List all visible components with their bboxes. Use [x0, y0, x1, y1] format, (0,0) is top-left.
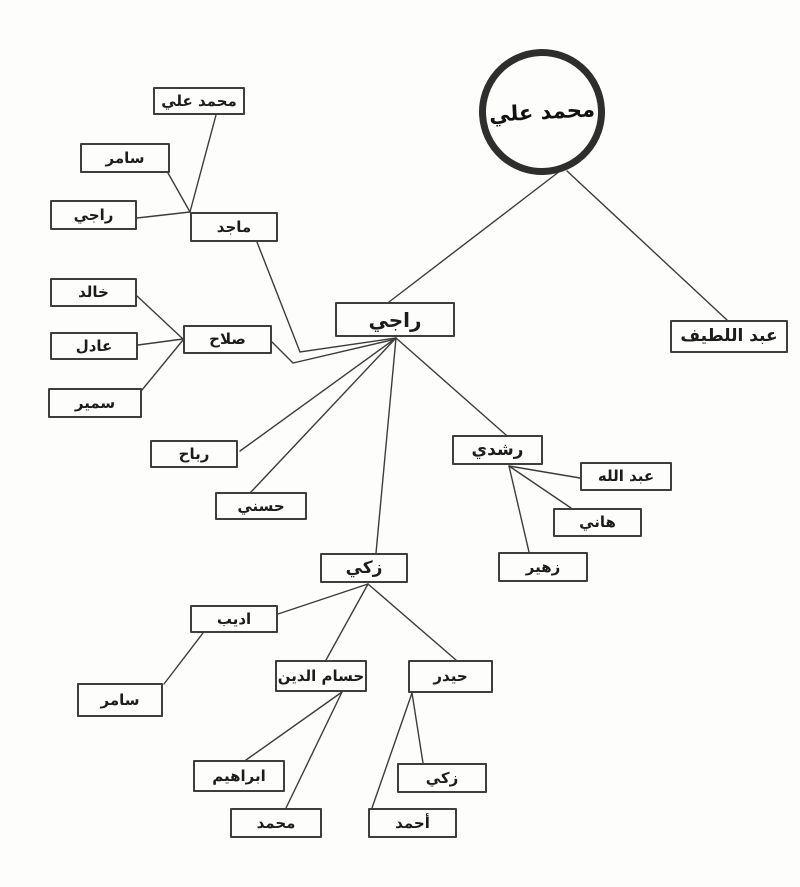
- node-label: زكي: [345, 557, 383, 578]
- node-label: راجي: [368, 307, 422, 332]
- node-label: راجي: [73, 205, 114, 224]
- node-zaki-main: [320, 553, 408, 583]
- node-hosni: [215, 492, 307, 520]
- node-samir: [48, 388, 142, 418]
- edge-root-raji: [389, 171, 560, 302]
- edge-samertop-majed: [168, 173, 190, 212]
- node-label: ابراهيم: [212, 766, 266, 785]
- edge-raji-roshdi: [396, 338, 506, 435]
- node-mohammad-ali-jr: [153, 87, 245, 115]
- node-label: ماجد: [216, 217, 252, 236]
- node-label: خالد: [78, 283, 109, 301]
- node-abdullah: [580, 462, 672, 491]
- node-label: محمد: [256, 813, 296, 832]
- node-label: صلاح: [209, 330, 246, 348]
- edge-husam-ibrahim: [246, 692, 342, 760]
- node-label: رباح: [178, 444, 210, 463]
- edge-husam-muhammad: [286, 692, 342, 808]
- node-label: اديب: [216, 609, 252, 628]
- node-label: سامر: [105, 148, 145, 167]
- node-husam-aldin: [275, 660, 367, 692]
- edge-adeeb-samerbottom: [164, 633, 203, 684]
- edge-samir-salah: [142, 340, 183, 390]
- node-ibrahim: [193, 760, 285, 792]
- edge-raji-hosni: [251, 338, 396, 492]
- edge-rajismall-majed: [137, 212, 190, 218]
- node-label: عبد اللطيف: [680, 326, 778, 346]
- edge-raji-zaki: [376, 338, 396, 553]
- edge-mohammadalijr-majed: [190, 115, 216, 212]
- node-roshdi: [452, 435, 543, 465]
- node-zuheir: [498, 552, 588, 582]
- node-adel: [50, 332, 138, 360]
- node-label: أحمد: [395, 813, 430, 832]
- node-label: حسني: [237, 496, 285, 515]
- node-raji-small: [50, 200, 137, 230]
- edge-zaki-haidar: [368, 584, 456, 660]
- node-label: حيدر: [433, 667, 468, 685]
- node-label: عبد الله: [597, 467, 655, 485]
- node-majed: [190, 212, 278, 242]
- node-haidar: [408, 660, 493, 693]
- node-abdul-latif: [670, 320, 788, 353]
- node-samer-top: [80, 143, 170, 173]
- node-label: زكي: [425, 768, 459, 787]
- node-salah: [183, 325, 272, 354]
- edge-adel-salah: [138, 339, 183, 345]
- edge-roshdi-zuheir: [509, 466, 529, 552]
- node-khaled: [50, 278, 137, 307]
- edge-roshdi-hani: [509, 466, 571, 508]
- node-hani: [553, 508, 642, 537]
- node-label: سمير: [74, 393, 116, 412]
- node-raji-main: [335, 302, 455, 337]
- edge-khaled-salah: [137, 296, 183, 339]
- node-ahmad: [368, 808, 457, 838]
- edge-roshdi-abdullah: [509, 466, 580, 478]
- node-muhammad-bottom: [230, 808, 322, 838]
- node-samer-bottom: [77, 683, 163, 717]
- node-label: هاني: [579, 513, 616, 531]
- node-label: رشدي: [471, 439, 524, 460]
- edge-haidar-zakibottom: [412, 693, 423, 763]
- node-label: سامر: [100, 690, 140, 709]
- node-label: محمد علي: [161, 91, 237, 110]
- edge-raji-rabah: [240, 338, 396, 451]
- edge-root-abdullatif: [567, 171, 727, 320]
- node-label: حسام الدين: [277, 666, 365, 685]
- node-rabah: [150, 440, 238, 468]
- node-label: زهير: [525, 557, 561, 576]
- root-node-label: محمد علي: [488, 97, 596, 127]
- node-adeeb: [190, 605, 278, 633]
- node-zaki-bottom: [397, 763, 487, 793]
- node-label: عادل: [75, 336, 113, 355]
